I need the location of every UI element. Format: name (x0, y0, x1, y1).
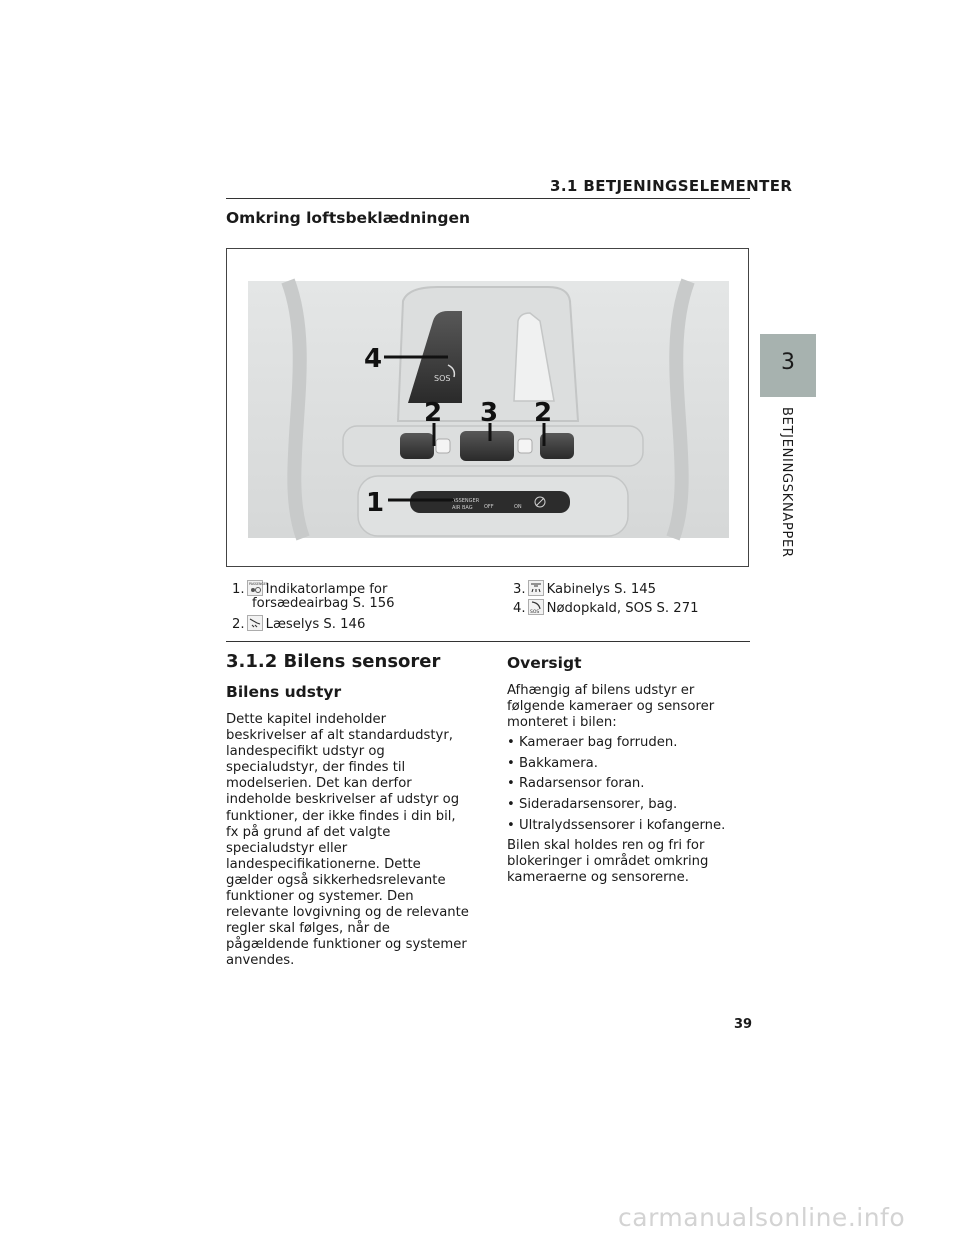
callout-3: 3 (480, 398, 499, 428)
reading-light-icon (247, 615, 263, 636)
cabin-light-icon (528, 580, 544, 601)
overhead-console-photo (248, 281, 729, 538)
callout-2-right: 2 (534, 398, 553, 428)
watermark: carmanualsonline.info (618, 1203, 906, 1232)
left-heading: Bilens udstyr (226, 683, 342, 701)
svg-text:SOS: SOS (529, 610, 539, 615)
section-heading: 3.1.2 Bilens sensorer (226, 651, 441, 672)
left-paragraph: Dette kapitel indeholder beskrivelser af alt standardudstyr, landespecifikt udstyr og specialudstyr, der findes til modelserien. Det kan derfor indeholde beskrivelser af udstyr og funktioner, der ikke findes i din bil, fx på grund af det valgte specialudstyr eller landespecifikationerne. Dette gælder også sikkerhedsrelevante funktioner og systemer. Den relevante lovgivning og de relevante regler skal følges, når de pågældende funktioner og systemer anvendes. (226, 712, 469, 969)
callout-4: 4 (364, 344, 383, 374)
legend-item-3: 3. Kabinelys S. 145 (513, 580, 656, 601)
svg-text:ASSENGER: ASSENGER (452, 498, 480, 504)
list-item: • Radarsensor foran. (507, 776, 747, 792)
list-item: • Sideradarsensorer, bag. (507, 797, 747, 813)
overhead-console-figure (226, 248, 749, 567)
chapter-number: 3 (781, 350, 795, 375)
svg-text:ON: ON (514, 504, 522, 510)
right-column (507, 683, 747, 887)
callout-2-left: 2 (424, 398, 443, 428)
legend-item-2: 2. Læselys S. 146 (232, 615, 365, 636)
page-subtitle: Omkring loftsbeklædningen (226, 209, 471, 227)
list-item: • Kameraer bag forruden. (507, 735, 747, 751)
svg-text:PASSENGER: PASSENGER (248, 582, 268, 586)
chapter-label: BETJENINGSKNAPPER (779, 407, 794, 558)
right-outro: Bilen skal holdes ren og fri for blokeringer i området omkring kameraerne og sensorerne. (507, 838, 709, 886)
legend-item-1: 1. PASSENGER Indikatorlampe for (232, 580, 387, 601)
svg-text:OFF: OFF (484, 504, 494, 510)
page-number: 39 (734, 1017, 753, 1032)
right-heading: Oversigt (507, 654, 582, 672)
sos-call-icon (528, 599, 544, 620)
sos-button-label: SOS (434, 374, 451, 383)
list-item: • Ultralydssensorer i kofangerne. (507, 818, 747, 834)
callout-1: 1 (366, 488, 385, 518)
section-rule (226, 641, 750, 642)
svg-text:AIR BAG: AIR BAG (452, 505, 473, 511)
legend-item-4: 4. SOS Nødopkald, SOS S. 271 (513, 599, 698, 620)
list-item: • Bakkamera. (507, 756, 747, 772)
right-intro: Afhængig af bilens udstyr er følgende kameraer og sensorer monteret i bilen: (507, 683, 715, 731)
sensor-list (507, 735, 747, 833)
header-rule (226, 198, 750, 199)
section-header: 3.1 BETJENINGSELEMENTER (550, 177, 793, 195)
legend-item-1-cont: forsædeairbag S. 156 (252, 596, 395, 611)
